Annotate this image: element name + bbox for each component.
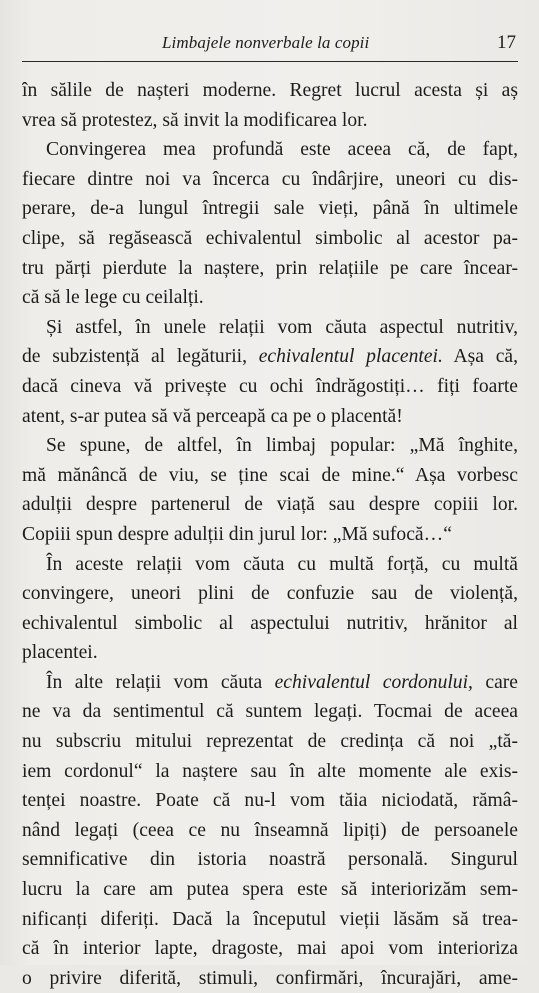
text-line: fiecare dintre noi va încerca cu îndârjire, uneori cu dis-	[22, 168, 518, 190]
text-line: tenței noastre. Poate că nu-l vom tăia niciodată, rămâ-	[22, 790, 518, 812]
text-line: vrea să protestez, să invit la modificarea lor.	[22, 109, 368, 131]
text-line: adulții despre partenerul de viață sau despre copiii lor.	[22, 494, 518, 516]
text-line: că să le lege cu ceilalți.	[22, 287, 204, 309]
text-line: perare, de-a lungul întregii sale vieți, până în ultimele	[22, 198, 518, 220]
text-line: În alte relații vom căuta echivalentul cordonului, care	[46, 671, 518, 693]
text-line: În aceste relații vom căuta cu multă forță, cu multă	[46, 553, 518, 575]
text-line: echivalentul simbolic al aspectului nutritiv, hrănitor al	[22, 612, 518, 634]
text-line: convingere, uneori plini de confuzie sau de violență,	[22, 583, 518, 605]
page-header	[22, 31, 518, 61]
text-line: atent, s-ar putea să vă perceapă ca pe o placentă!	[22, 405, 403, 427]
text-line: semnificative din istoria noastră personală. Singurul	[22, 849, 518, 871]
text-line: dacă cineva vă privește cu ochi îndrăgostiți… fiți foarte	[22, 375, 518, 397]
emphasized-phrase: echivalentul placentei.	[258, 346, 443, 368]
text-line: nificanți diferiți. Dacă la începutul vieții lăsăm să trea-	[22, 908, 518, 930]
text-line: iem cordonul“ la naștere sau în alte momente ale exis-	[22, 760, 518, 782]
body-text	[22, 76, 518, 993]
emphasized-phrase: echivalentul cordonului,	[274, 671, 473, 693]
text-line: placentei.	[22, 642, 98, 664]
text-line: ne va da sentimentul că suntem legați. Tocmai de aceea	[22, 701, 518, 723]
text-line: Și astfel, în unele relații vom căuta aspectul nutritiv,	[46, 316, 518, 338]
text-line: clipe, să regăsească echivalentul simbolic al acestor pa-	[22, 227, 518, 249]
page-number: 17	[497, 32, 516, 53]
text-line: de subzistență al legăturii, echivalentul placentei. Așa că,	[22, 346, 518, 368]
text-line: nu subscriu mitului reprezentat de credința că noi „tă-	[22, 731, 518, 753]
text-line: lucru la care am putea spera este să interiorizăm sem-	[22, 879, 518, 901]
text-line: în sălile de nașteri moderne. Regret lucrul acesta și aș	[22, 80, 518, 101]
text-line: Convingerea mea profundă este aceea că, de fapt,	[46, 139, 518, 161]
text-line: nând legați (ceea ce nu înseamnă lipiți) de persoanele	[22, 819, 518, 841]
text-line: o privire diferită, stimuli, confirmări, încurajări, ame-	[22, 967, 518, 989]
text-line: Se spune, de altfel, în limbaj popular: „Mă înghite,	[46, 435, 518, 457]
text-line: tru părți pierdute la naștere, prin relațiile pe care încear-	[22, 257, 518, 279]
text-line: mă mănâncă de viu, se ține scai de mine.“ Așa vorbesc	[22, 464, 518, 486]
header-rule	[22, 61, 518, 62]
running-title: Limbajele nonverbale la copii	[162, 33, 370, 52]
text-line: că în interior lapte, dragoste, mai apoi vom interioriza	[22, 938, 518, 960]
text-line: Copiii spun despre adulții din jurul lor: „Mă sufocă…“	[22, 523, 452, 545]
